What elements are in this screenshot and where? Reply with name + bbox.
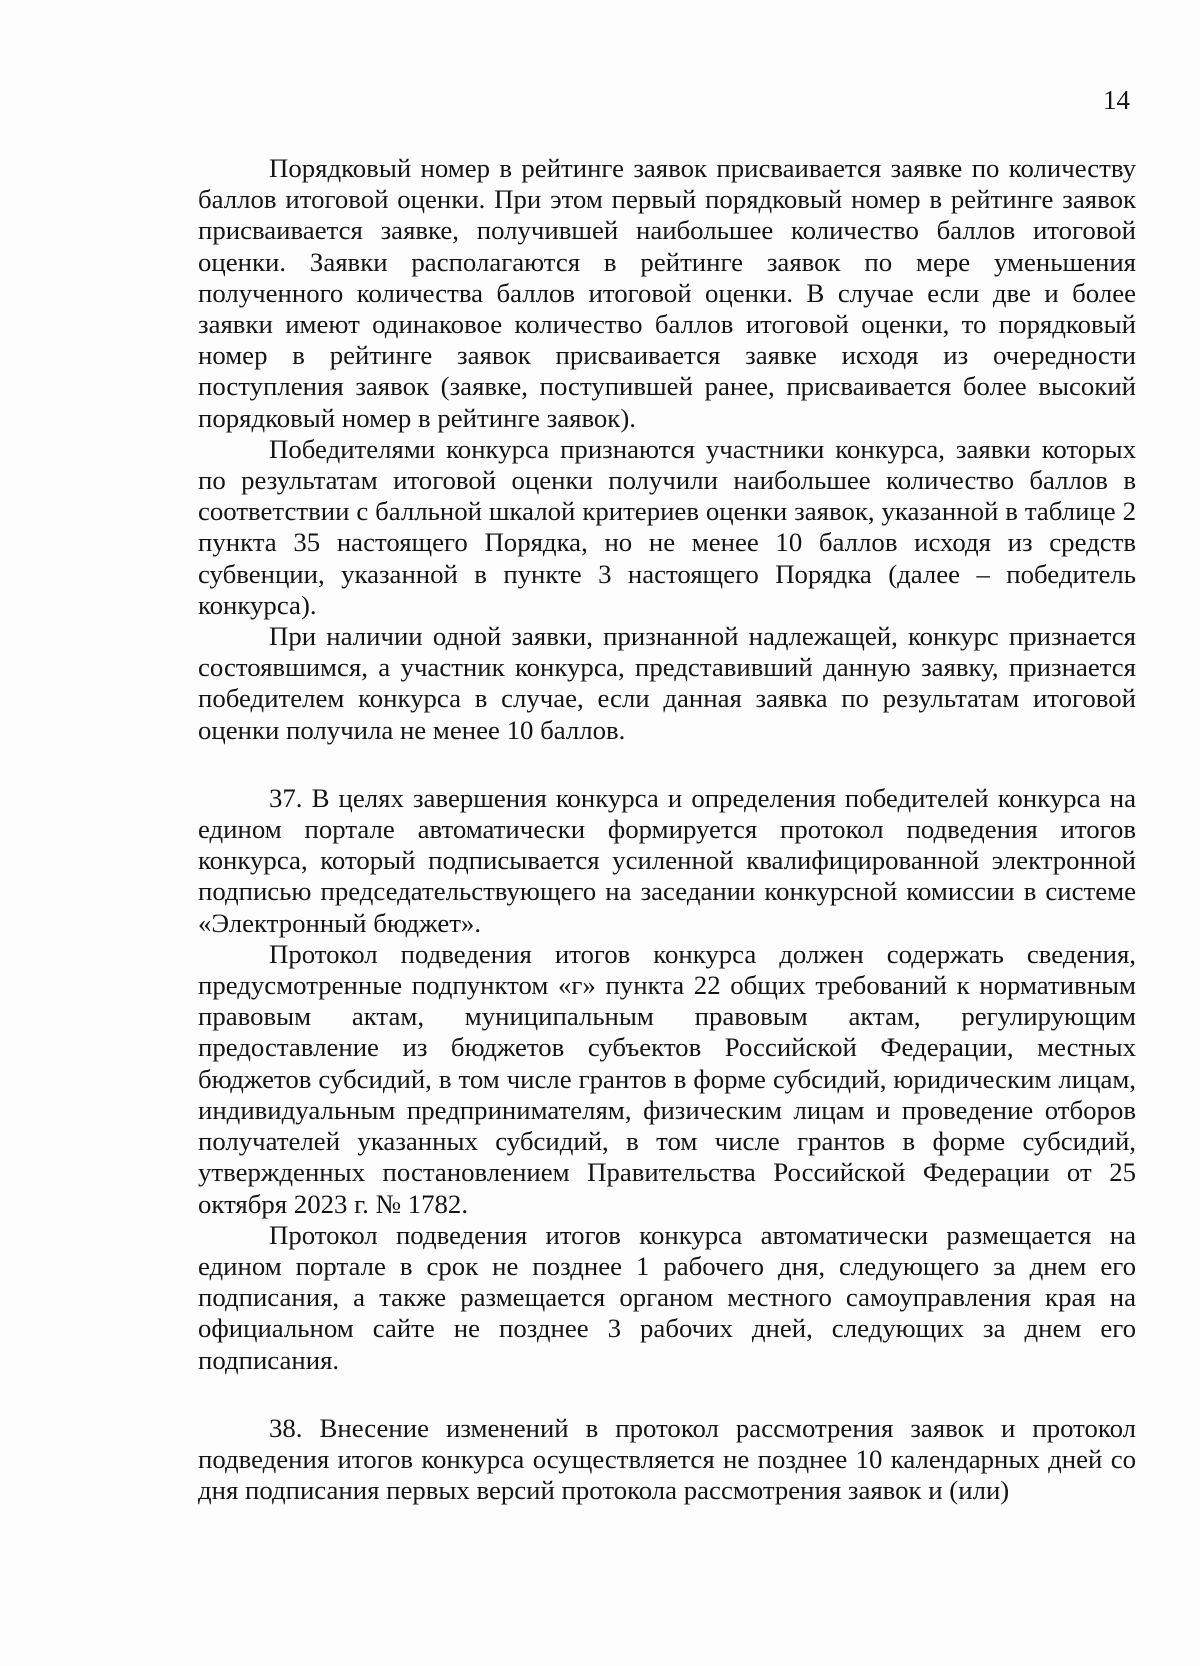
paragraph-protocol-publication: Протокол подведения итогов конкурса автоматически размещается на едином портале в срок не позднее 1 рабочего дня, следующего за днем его подписания, а также размещается органом местного самоуправления края на официальном сайте не позднее 3 рабочих дней, следующих за днем его подписания. — [198, 1219, 1136, 1375]
page-number: 14 — [1103, 85, 1130, 115]
paragraph-single-application: При наличии одной заявки, признанной надлежащей, конкурс признается состоявшимся, а участник конкурса, представивший данную заявку, признается победителем конкурса в случае, если данная заявка по результатам итоговой оценки получила не менее 10 баллов. — [198, 621, 1136, 745]
paragraph-winners: Победителями конкурса признаются участники конкурса, заявки которых по результатам итоговой оценки получили наибольшее количество баллов в соответствии с балльной шкалой критериев оценки заявок, указанной в таблице 2 пункта 35 настоящего Порядка, но не менее 10 баллов исходя из средств субвенции, указанной в пункте 3 настоящего Порядка (далее – победитель конкурса). — [198, 433, 1136, 620]
paragraph-protocol-contents: Протокол подведения итогов конкурса должен содержать сведения, предусмотренные подпунктом «г» пункта 22 общих требований к нормативным правовым актам, муниципальным правовым актам, регулирующим предоставление из бюджетов субъектов Российской Федерации, местных бюджетов субсидий, в том числе грантов в форме субсидий, юридическим лицам, индивидуальным предпринимателям, физическим лицам и проведение отборов получателей указанных субсидий, в том числе грантов в форме субсидий, утвержденных постановлением Правительства Российской Федерации от 25 октября 2023 г. № 1782. — [198, 938, 1136, 1219]
paragraph-item-38: 38. Внесение изменений в протокол рассмотрения заявок и протокол подведения итогов конкурса осуществляется не позднее 10 календарных дней со дня подписания первых версий протокола рассмотрения заявок и (или) — [198, 1412, 1136, 1506]
paragraph-item-37: 37. В целях завершения конкурса и определения победителей конкурса на едином портале автоматически формируется протокол подведения итогов конкурса, который подписывается усиленной квалифицированной электронной подписью председательствующего на заседании конкурсной комиссии в системе «Электронный бюджет». — [198, 782, 1136, 938]
document-body — [198, 153, 1136, 1506]
paragraph-rating-order: Порядковый номер в рейтинге заявок присваивается заявке по количеству баллов итоговой оценки. При этом первый порядковый номер в рейтинге заявок присваивается заявке, получившей наибольшее количество баллов итоговой оценки. Заявки располагаются в рейтинге заявок по мере уменьшения полученного количества баллов итоговой оценки. В случае если две и более заявки имеют одинаковое количество баллов итоговой оценки, то порядковый номер в рейтинге заявок присваивается заявке исходя из очередности поступления заявок (заявке, поступившей ранее, присваивается более высокий порядковый номер в рейтинге заявок). — [198, 153, 1136, 433]
